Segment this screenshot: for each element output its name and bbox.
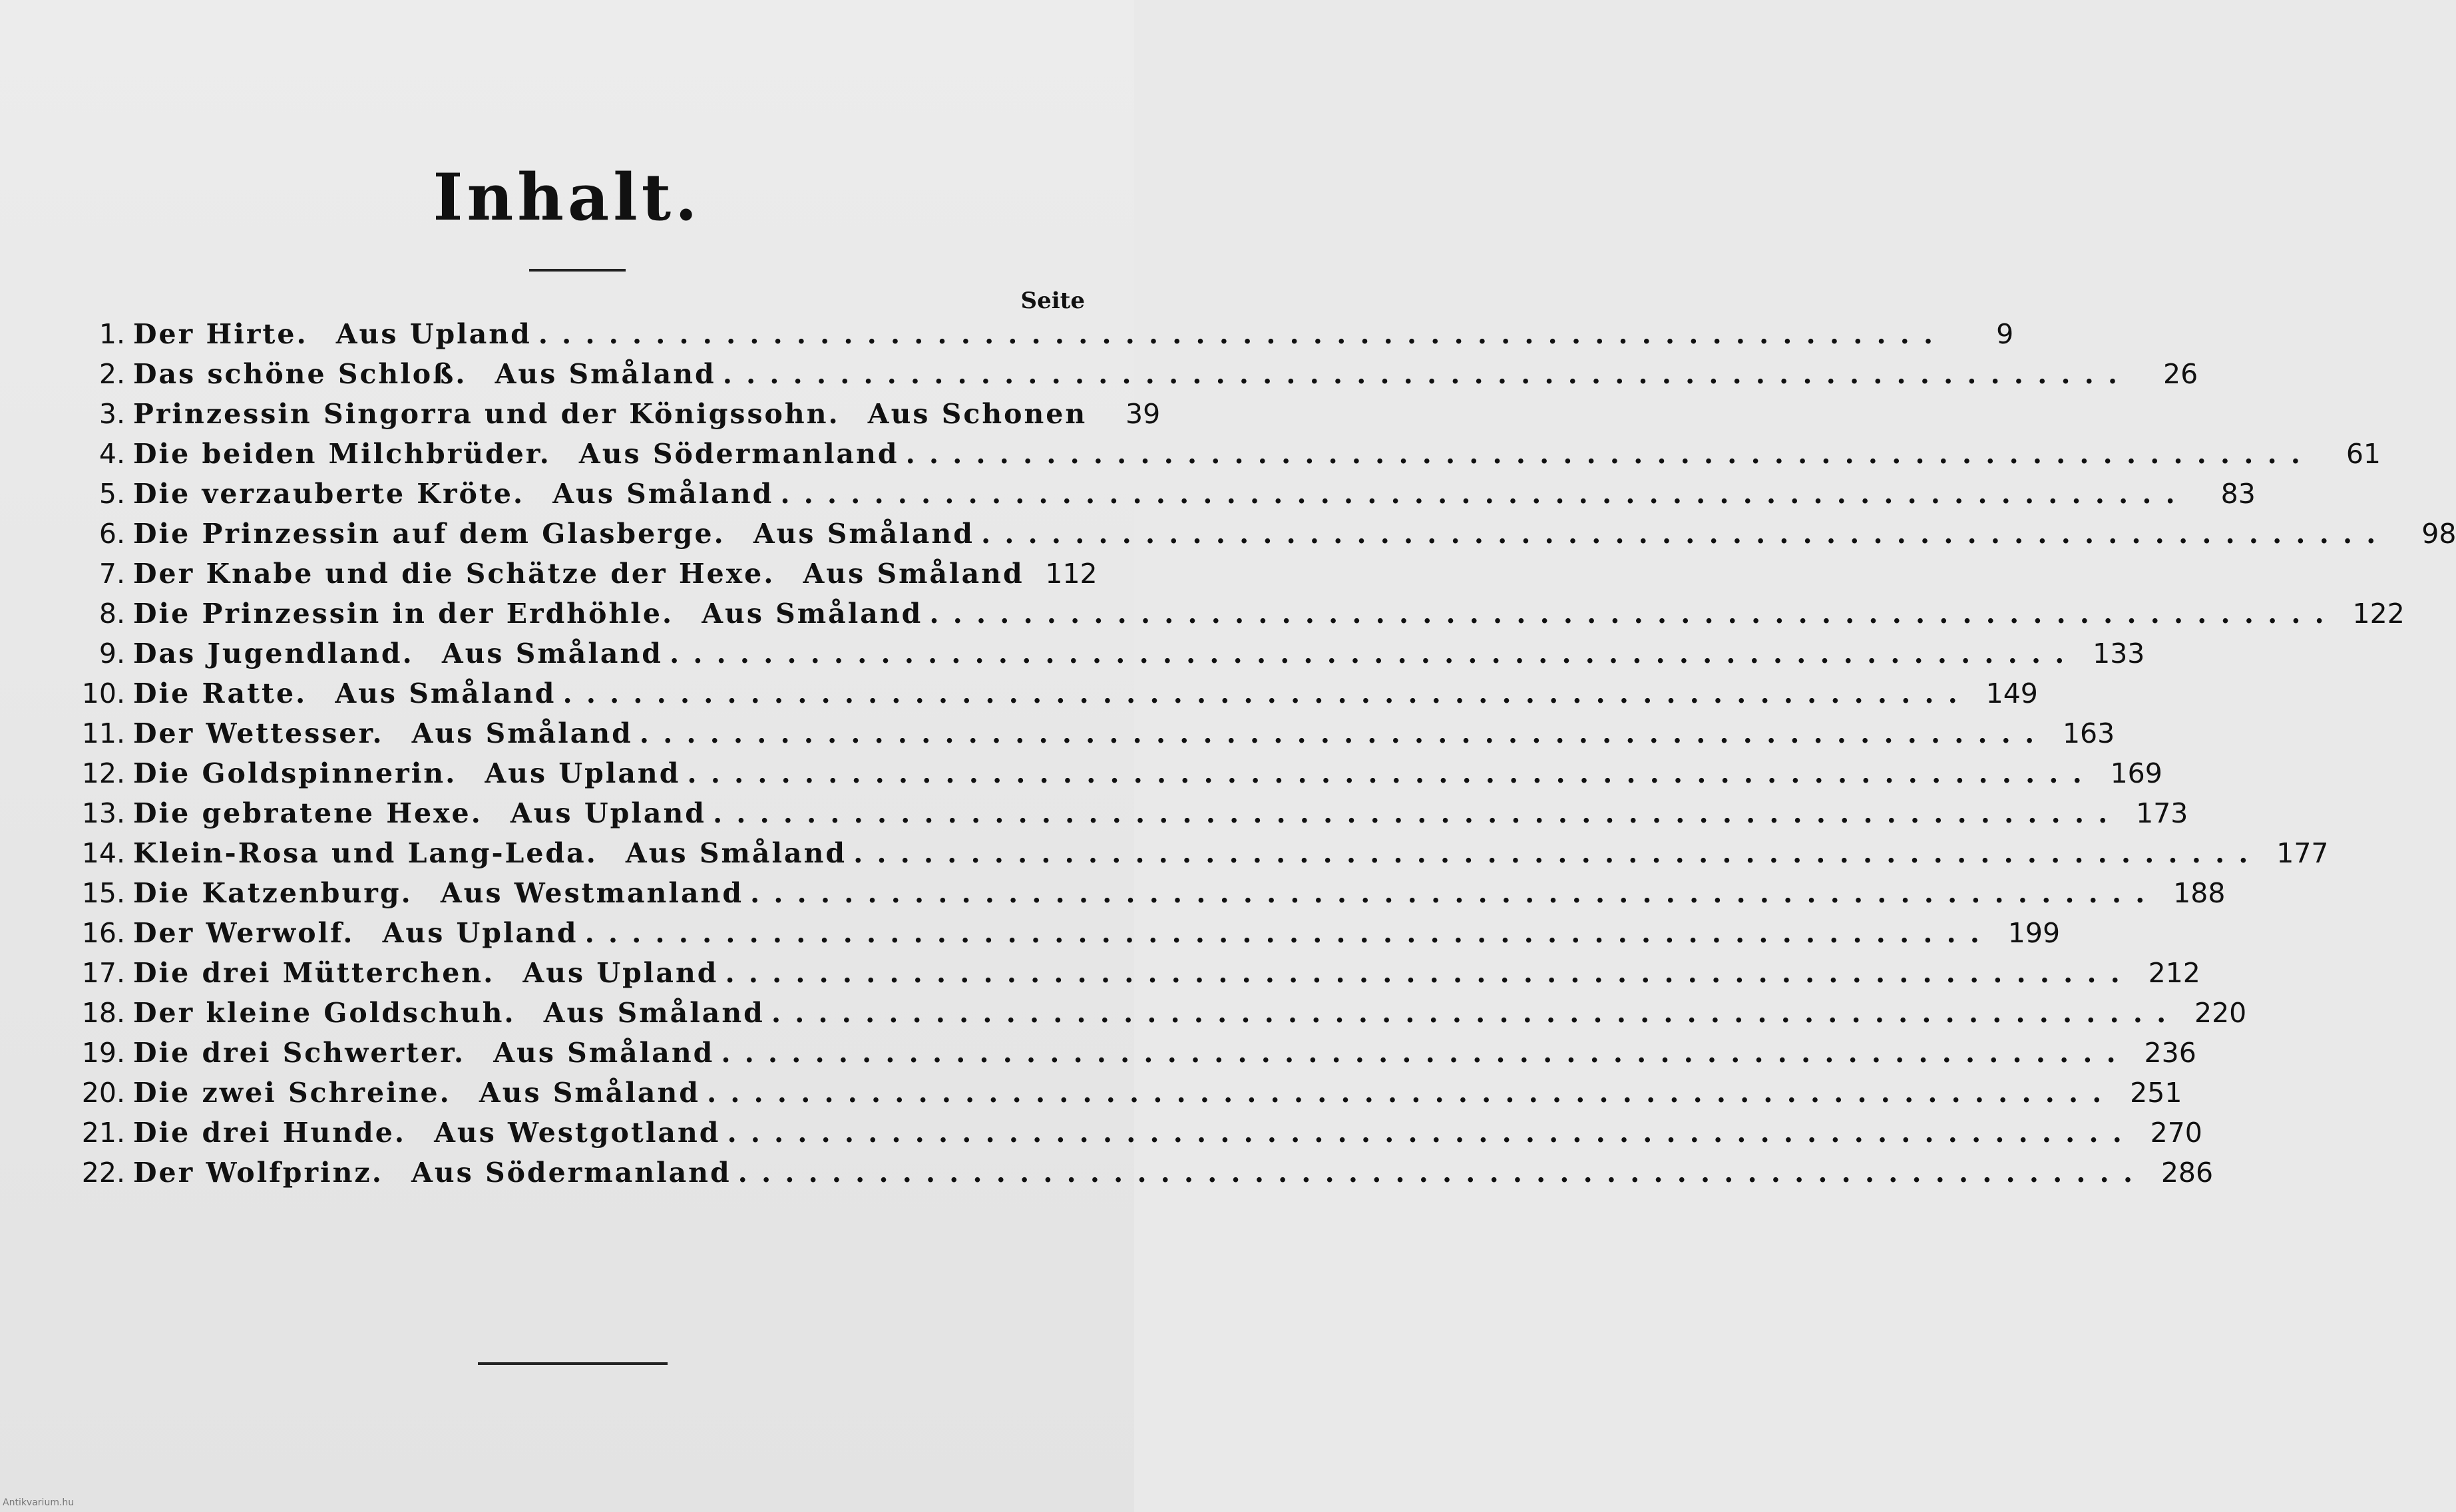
entry-number: 14.: [81, 837, 125, 869]
entry-region: Aus Småland: [479, 1077, 700, 1109]
entry-number: 6.: [99, 518, 125, 550]
dot-leader: ............................................................: [722, 358, 2132, 390]
toc-entry: [63, 877, 2226, 917]
entry-page-number: 199: [2007, 917, 2061, 949]
dot-leader: ............................................................: [750, 877, 2159, 909]
entry-title: Die Ratte.: [133, 677, 307, 709]
toc-entry: [63, 318, 2014, 358]
entry-region: Aus Småland: [441, 638, 663, 669]
entry-number: 13.: [81, 797, 125, 829]
entry-page-number: 98: [2421, 518, 2456, 550]
entry-number: 12.: [81, 757, 125, 789]
entry-number: 20.: [81, 1077, 125, 1109]
entry-page-number: 173: [2136, 797, 2188, 829]
entry-title: Die Katzenburg.: [133, 877, 413, 909]
entry-page-number: 26: [2163, 358, 2198, 390]
entry-number: 18.: [81, 997, 125, 1029]
entry-region: Aus Upland: [335, 318, 532, 350]
entry-number: 15.: [81, 877, 125, 909]
entry-title: Klein-Rosa und Lang-Leda.: [133, 837, 598, 869]
entry-region: Aus Upland: [522, 957, 719, 989]
entry-page-number: 61: [2346, 438, 2381, 470]
dot-leader: ............................................................: [980, 518, 2390, 550]
title-rule: [529, 269, 626, 272]
toc-entry: [63, 997, 2247, 1037]
entry-page-number: 39: [1126, 398, 1161, 430]
entry-title: Prinzessin Singorra und der Königssohn.: [133, 398, 840, 430]
entry-region: Aus Upland: [485, 757, 681, 789]
dot-leader: ............................................................: [538, 318, 1947, 350]
entry-title: Die drei Mütterchen.: [133, 957, 495, 989]
entry-number: 5.: [99, 478, 125, 510]
entry-region: Aus Södermanland: [411, 1157, 731, 1189]
toc-entry: [63, 638, 2145, 677]
toc-entry: [63, 1117, 2202, 1157]
toc-entry: [63, 957, 2200, 997]
entry-number: 19.: [81, 1037, 125, 1069]
toc-entry: [63, 917, 2061, 957]
entry-region: Aus Småland: [411, 717, 633, 749]
entry-title: Der Wolfprinz.: [133, 1157, 383, 1189]
dot-leader: ............................................................: [584, 917, 1994, 949]
entry-page-number: 251: [2130, 1077, 2182, 1109]
entry-region: Aus Småland: [625, 837, 847, 869]
dot-leader: ............................................................: [721, 1037, 2130, 1069]
entry-number: 9.: [99, 638, 125, 669]
entry-page-number: 212: [2148, 957, 2200, 989]
toc-entry: [63, 757, 2162, 797]
entry-number: 1.: [99, 318, 125, 350]
dot-leader: ............................................................: [929, 598, 2338, 630]
entry-title: Der kleine Goldschuh.: [133, 997, 516, 1029]
entry-region: Aus Småland: [753, 518, 974, 550]
entry-number: 10.: [81, 677, 125, 709]
entry-page-number: 112: [1045, 558, 1098, 590]
dot-leader: ............................................................: [780, 478, 2189, 510]
toc-entry: [63, 518, 2456, 558]
entry-region: Aus Småland: [495, 358, 716, 390]
entry-page-number: 220: [2194, 997, 2247, 1029]
entry-title: Der Wettesser.: [133, 717, 384, 749]
toc-entry: [63, 797, 2188, 837]
entry-page-number: 286: [2160, 1157, 2214, 1189]
toc-entry: [63, 478, 2256, 518]
toc-entry: [63, 717, 2115, 757]
dot-leader: ............................................................: [706, 1077, 2116, 1109]
entry-title: Die gebratene Hexe.: [133, 797, 483, 829]
dot-leader: ............................................................: [737, 1157, 2147, 1189]
dot-leader: ............................................................: [687, 757, 2096, 789]
entry-title: Der Werwolf.: [133, 917, 355, 949]
entry-number: 7.: [99, 558, 125, 590]
dot-leader: ............................................................: [712, 797, 2122, 829]
entry-title: Der Hirte.: [133, 318, 308, 350]
toc-entry: [63, 1077, 2182, 1117]
toc-entry: [63, 598, 2405, 638]
entry-title: Die verzauberte Kröte.: [133, 478, 525, 510]
entry-page-number: 188: [2173, 877, 2226, 909]
entry-title: Die drei Hunde.: [133, 1117, 407, 1149]
entry-page-number: 177: [2276, 837, 2329, 869]
dot-leader: ............................................................: [562, 677, 1971, 709]
toc-entry: [63, 677, 2038, 717]
entry-region: Aus Schonen: [867, 398, 1088, 430]
entry-title: Die beiden Milchbrüder.: [133, 438, 551, 470]
entry-number: 22.: [81, 1157, 125, 1189]
entry-title: Die Goldspinnerin.: [133, 757, 457, 789]
toc-entry: [63, 558, 1098, 598]
entry-title: Die drei Schwerter.: [133, 1037, 466, 1069]
entry-title: Das schöne Schloß.: [133, 358, 467, 390]
entry-region: Aus Westgotland: [434, 1117, 721, 1149]
entry-number: 11.: [81, 717, 125, 749]
entry-region: Aus Småland: [543, 997, 765, 1029]
dot-leader: ............................................................: [771, 997, 2180, 1029]
entry-page-number: 270: [2150, 1117, 2202, 1149]
entry-number: 17.: [81, 957, 125, 989]
entry-region: Aus Upland: [510, 797, 706, 829]
watermark: Antikvarium.hu: [3, 1497, 75, 1508]
entry-number: 21.: [81, 1117, 125, 1149]
entry-page-number: 149: [1985, 677, 2038, 709]
dot-leader: ............................................................: [905, 438, 2315, 470]
entry-page-number: 169: [2110, 757, 2162, 789]
entry-number: 4.: [99, 438, 125, 470]
dot-leader: ............................................................: [725, 957, 2134, 989]
toc-entry: [63, 1037, 2196, 1077]
entry-region: Aus Småland: [552, 478, 774, 510]
entry-title: Die Prinzessin in der Erdhöhle.: [133, 598, 674, 630]
entry-page-number: 163: [2062, 717, 2115, 749]
entry-region: Aus Småland: [702, 598, 923, 630]
entry-region: Aus Westmanland: [440, 877, 743, 909]
toc-entry: [63, 1157, 2214, 1197]
dot-leader: ............................................................: [853, 837, 2262, 869]
entry-title: Das Jugendland.: [133, 638, 414, 669]
entry-region: Aus Småland: [803, 558, 1024, 590]
toc-entry: [63, 438, 2381, 478]
entry-number: 2.: [99, 358, 125, 390]
table-of-contents: [63, 318, 2456, 1197]
entry-page-number: 133: [2093, 638, 2145, 669]
entry-page-number: 9: [1996, 318, 2014, 350]
entry-number: 3.: [99, 398, 125, 430]
toc-entry: [63, 837, 2329, 877]
dot-leader: ............................................................: [669, 638, 2079, 669]
entry-page-number: 83: [2220, 478, 2256, 510]
page-title: Inhalt.: [433, 160, 702, 235]
entry-number: 8.: [99, 598, 125, 630]
entry-region: Aus Småland: [335, 677, 556, 709]
entry-number: 16.: [81, 917, 125, 949]
entry-page-number: 236: [2144, 1037, 2196, 1069]
toc-entry: [63, 358, 2198, 398]
dot-leader: ............................................................: [639, 717, 2049, 749]
bottom-rule: [478, 1362, 668, 1365]
entry-region: Aus Småland: [493, 1037, 715, 1069]
entry-page-number: 122: [2352, 598, 2405, 630]
entry-region: Aus Södermanland: [578, 438, 899, 470]
page-column-label: Seite: [1020, 287, 1085, 314]
toc-entry: [63, 398, 1161, 438]
dot-leader: ............................................................: [727, 1117, 2136, 1149]
entry-title: Die zwei Schreine.: [133, 1077, 451, 1109]
entry-title: Die Prinzessin auf dem Glasberge.: [133, 518, 725, 550]
entry-region: Aus Upland: [382, 917, 578, 949]
entry-title: Der Knabe und die Schätze der Hexe.: [133, 558, 775, 590]
